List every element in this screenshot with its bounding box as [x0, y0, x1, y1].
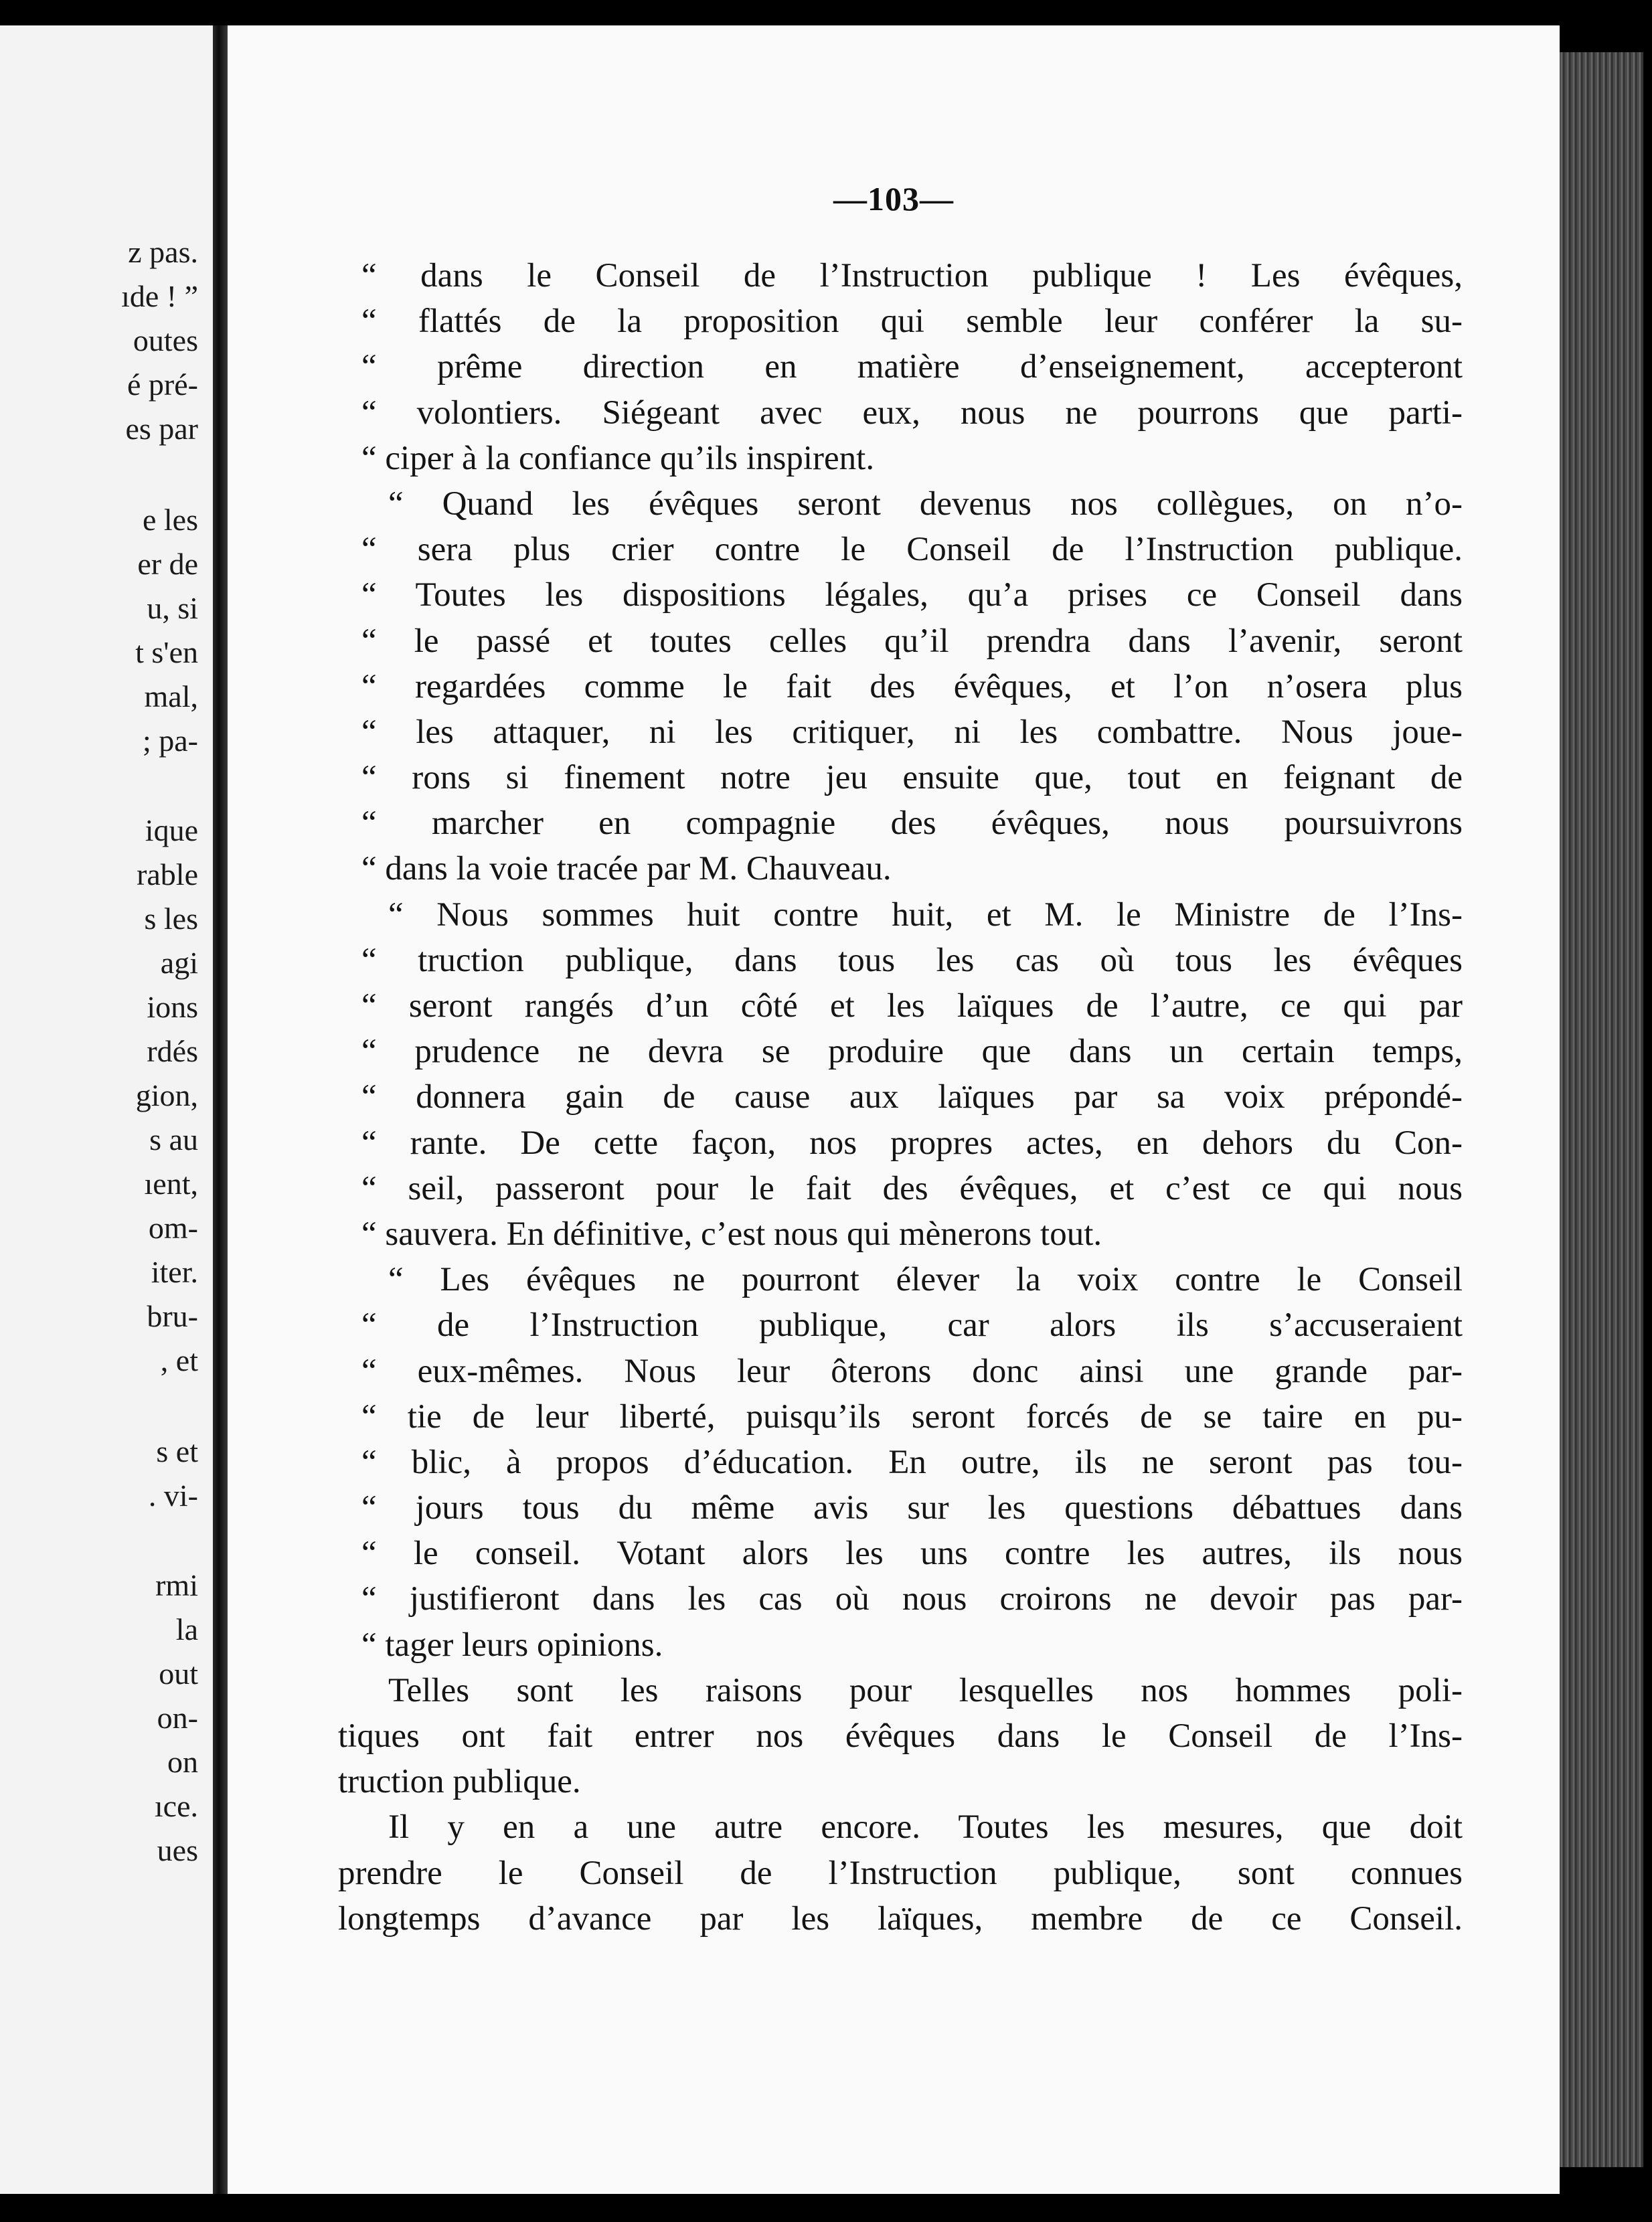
text-line: “ Nous sommes huit contre huit, et M. le Ministre de l’Ins-	[388, 895, 1463, 934]
text-line: “ blic, à propos d’éducation. En outre, ils ne seront pas tou-	[361, 1443, 1463, 1481]
text-line: “ regardées comme le fait des évêques, et l’on n’osera plus	[361, 667, 1463, 705]
left-page-fragment: t s'en	[135, 635, 198, 669]
left-page-fragment: mal,	[144, 679, 198, 713]
text-line: “ Quand les évêques seront devenus nos collègues, on n’o-	[388, 485, 1463, 523]
page-number: —103—	[833, 180, 954, 218]
text-line: truction publique.	[338, 1763, 581, 1801]
text-line: “ truction publique, dans tous les cas où tous les évêques	[361, 941, 1463, 979]
left-page-fragment: ions	[147, 990, 198, 1024]
text-line: “ le conseil. Votant alors les uns contre les autres, ils nous	[361, 1535, 1463, 1573]
left-page-fragment: s les	[144, 902, 198, 936]
text-line: “ rante. De cette façon, nos propres actes, en dehors du Con-	[361, 1124, 1463, 1162]
left-page-fragment: ıde ! ”	[121, 279, 198, 313]
text-line: “ prême direction en matière d’enseignement, accepteront	[361, 348, 1463, 386]
left-page-fragment: ues	[157, 1833, 198, 1867]
left-page-fragment: outes	[133, 323, 198, 357]
text-line: “ sauvera. En définitive, c’est nous qui mènerons tout.	[361, 1215, 1102, 1253]
left-page-fragment: la	[175, 1612, 198, 1646]
left-page-fragment: ıce.	[154, 1789, 198, 1823]
book-gutter	[213, 25, 228, 2194]
left-page-fragment: s au	[149, 1122, 198, 1157]
left-page-fragment: ique	[145, 813, 198, 847]
text-line: Il y en a une autre encore. Toutes les mesures, que doit	[388, 1808, 1463, 1847]
left-page-fragment: es par	[125, 412, 198, 446]
text-line: “ les attaquer, ni les critiquer, ni les combattre. Nous joue-	[361, 713, 1463, 751]
left-page-fragment: é pré-	[127, 367, 198, 402]
text-line: “ le passé et toutes celles qu’il prendra dans l’avenir, seront	[361, 622, 1463, 660]
left-page-fragment: iter.	[151, 1255, 198, 1289]
left-page-fragment: agi	[160, 946, 198, 980]
text-line: “ de l’Instruction publique, car alors ils s’accuseraient	[361, 1306, 1463, 1345]
text-line: “ prudence ne devra se produire que dans un certain temps,	[361, 1033, 1463, 1071]
text-line: prendre le Conseil de l’Instruction publique, sont connues	[338, 1854, 1463, 1892]
left-page-fragment: e les	[142, 503, 198, 537]
text-line: “ tager leurs opinions.	[361, 1626, 663, 1664]
left-page-fragment: z pas.	[128, 235, 198, 269]
text-line: “ rons si finement notre jeu ensuite que, tout en feignant de	[361, 759, 1463, 797]
left-page-fragment: er de	[137, 547, 198, 581]
text-line: “ volontiers. Siégeant avec eux, nous ne pourrons que parti-	[361, 394, 1463, 432]
text-line: “ sera plus crier contre le Conseil de l’Instruction publique.	[361, 531, 1463, 569]
left-page-fragment: s et	[156, 1434, 198, 1468]
book-page	[228, 25, 1560, 2194]
text-line: “ flattés de la proposition qui semble leur conférer la su-	[361, 303, 1463, 341]
text-line: “ seil, passeront pour le fait des évêques, et c’est ce qui nous	[361, 1169, 1463, 1207]
left-page-fragment: , et	[160, 1343, 198, 1377]
text-line: “ dans le Conseil de l’Instruction publique ! Les évêques,	[361, 257, 1463, 294]
text-line: “ dans la voie tracée par M. Chauveau.	[361, 850, 892, 888]
left-page-fragment: rable	[137, 857, 198, 891]
text-line: “ ciper à la confiance qu’ils inspirent.	[361, 439, 875, 477]
left-page-fragment: rdés	[147, 1034, 198, 1068]
text-line: “ eux-mêmes. Nous leur ôterons donc ainsi une grande par-	[361, 1352, 1463, 1390]
left-page-fragment: ; pa-	[142, 723, 198, 758]
left-page-fragment: om-	[148, 1211, 198, 1245]
text-line: “ justifieront dans les cas où nous croirons ne devoir pas par-	[361, 1580, 1463, 1618]
text-line: “ Toutes les dispositions légales, qu’a prises ce Conseil dans	[361, 576, 1463, 614]
left-page-fragment: rmi	[155, 1568, 198, 1602]
text-line: longtemps d’avance par les laïques, membre de ce Conseil.	[338, 1899, 1463, 1938]
left-page-fragment: ıent,	[144, 1167, 198, 1201]
text-line: “ tie de leur liberté, puisqu’ils seront forcés de se taire en pu-	[361, 1397, 1463, 1436]
text-line: “ seront rangés d’un côté et les laïques de l’autre, ce qui par	[361, 987, 1463, 1025]
left-page-fragment: out	[159, 1656, 198, 1691]
previous-page-strip	[0, 25, 213, 2194]
left-page-fragment: gion,	[135, 1078, 198, 1112]
text-line: “ marcher en compagnie des évêques, nous poursuivrons	[361, 804, 1463, 843]
text-line: “ jours tous du même avis sur les questions débattues dans	[361, 1489, 1463, 1527]
text-line: “ donnera gain de cause aux laïques par sa voix prépondé-	[361, 1078, 1463, 1116]
text-line: tiques ont fait entrer nos évêques dans le Conseil de l’Ins-	[338, 1717, 1463, 1755]
left-page-fragment: u, si	[147, 591, 198, 625]
text-line: Telles sont les raisons pour lesquelles nos hommes poli-	[388, 1671, 1463, 1709]
left-page-fragment: bru-	[147, 1299, 198, 1333]
left-page-fragment: on-	[157, 1701, 198, 1735]
text-line: “ Les évêques ne pourront élever la voix contre le Conseil	[388, 1261, 1463, 1299]
left-page-fragment: . vi-	[148, 1478, 198, 1513]
left-page-fragment: on	[167, 1745, 198, 1779]
page-edge-stack	[1560, 52, 1643, 2167]
page-body-text	[338, 253, 1463, 1942]
